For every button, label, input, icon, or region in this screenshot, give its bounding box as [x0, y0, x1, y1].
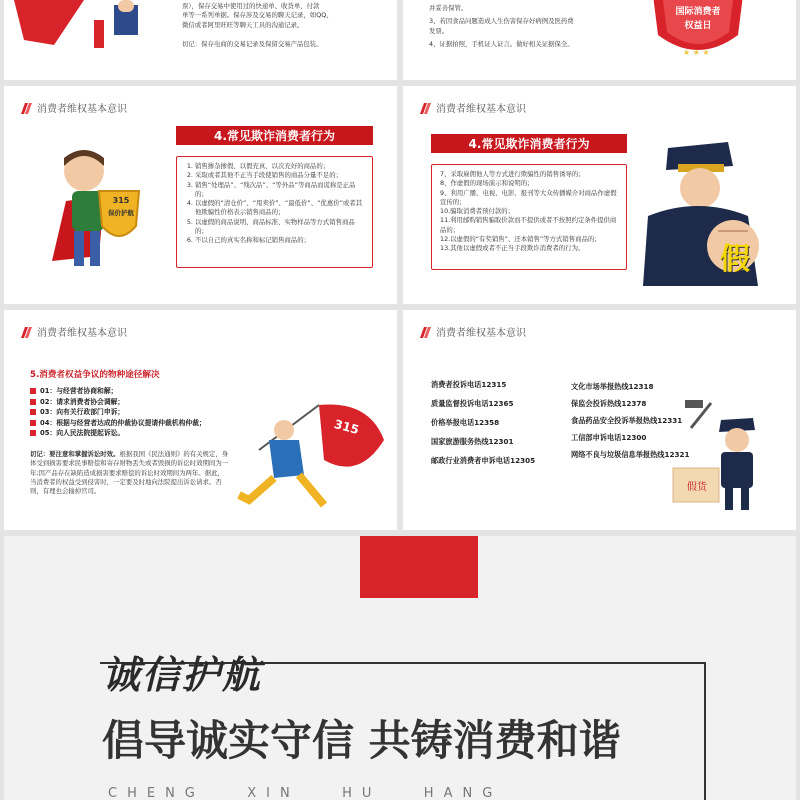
note-body: 根据我国《民法通则》的有关规定，身体受到损害要求民事赔偿和寄存财物丢失或者毁损的诉讼时效期间为一年;因产品存在缺陷造成损害要求赔偿的诉讼时效期间为两年。据此，当消费者的权益受到侵害时，一定要及时地向法院提出诉讼请求。否则，有理也会输掉官司。 [30, 450, 229, 496]
consumer-day-badge [643, 0, 753, 70]
officer-box-illustration [671, 398, 781, 518]
runner-flag-illustration [229, 400, 389, 520]
hotline-item: 保监会投诉热线12378 [571, 399, 647, 408]
section-mark-icon [421, 103, 431, 113]
text-line: 4、证据拍照，手机证人证言。做好相关证据保全。 [429, 39, 574, 48]
bullet-icon [30, 430, 36, 436]
list-item-label: 03：向有关行政部门申诉； [40, 408, 125, 417]
list-item: 12.以虚假的“有奖销售”、还本销售”等方式销售商品的； [440, 234, 601, 243]
list-item: 6. 不以自己的真实名称和标记销售商品的； [195, 236, 364, 245]
bullet-icon [30, 399, 36, 405]
list-item: 3. 销售“处理品”、“残次品”、“等外品”等商品而谎称是正品的； [195, 181, 364, 200]
text-line: 单等一系列单据。保存涉及交易的聊天记录，如QQ、 [182, 11, 333, 20]
slide-dispute-resolution [4, 310, 397, 530]
section-header [421, 324, 526, 339]
slide-title-bar: 4.常见欺诈消费者行为 [431, 134, 627, 153]
slide-top-left [4, 0, 397, 80]
list-item: 5. 以虚假的商品说明、商品标准、实物样品等方式销售商品的； [195, 218, 364, 237]
slide-top-right [403, 0, 796, 80]
bullet-icon [30, 409, 36, 415]
hotline-item: 邮政行业消费者申诉电话12305 [431, 456, 536, 465]
list-item-label: 02：请求消费者协会调解； [40, 397, 125, 406]
shield-text: 保价护航 [108, 209, 134, 217]
hero-boy-illustration [44, 146, 154, 286]
section-mark-icon [22, 327, 32, 337]
section-label: 消费者维权基本意识 [436, 328, 526, 339]
flag-illustration [14, 0, 164, 60]
slide-fraud-behaviors-1 [4, 86, 397, 304]
officer-illustration [638, 136, 788, 296]
section-label: 消费者维权基本意识 [436, 104, 526, 115]
cover-pinyin: CHENG XIN HU HANG [108, 786, 503, 800]
badge-line1: 国际消费者 [675, 7, 721, 17]
note-bold: 切记：要注意和掌握诉讼时效。 [30, 450, 120, 458]
statute-note [30, 450, 230, 496]
hotline-item: 消费者投诉电话12315 [431, 380, 507, 389]
slide-hotlines [403, 310, 796, 530]
list-item: 8、作虚假的现场演示和说明的； [440, 179, 534, 188]
hotline-item: 工信部申诉电话12300 [571, 433, 647, 442]
text-line: 3、若因食品问题造成人生伤害保存好病例及医药费 [429, 17, 574, 26]
section-header [22, 100, 127, 115]
fake-box-text: 假货 [687, 482, 707, 493]
list-item-label: 01：与经营者协商和解； [40, 387, 118, 395]
section-header [22, 324, 127, 339]
list-item [30, 428, 240, 439]
list-item [30, 386, 240, 397]
section-header [421, 100, 526, 115]
fraud-list-box [176, 156, 373, 268]
section-label: 消费者维权基本意识 [37, 104, 127, 115]
slide-fraud-behaviors-2 [403, 86, 796, 304]
list-item: 10.骗取消费者预付款的； [440, 207, 515, 216]
slide-title-bar: 4.常见欺诈消费者行为 [176, 126, 373, 145]
fraud-list-box [431, 164, 627, 270]
section-mark-icon [22, 103, 32, 113]
hotline-item: 价格举报电话12358 [431, 418, 500, 427]
text-line: 微信或者阿里旺旺等聊天工具的沟通记录。 [182, 20, 304, 29]
section-mark-icon [421, 327, 431, 337]
list-item-label: 04：根据与经营者达成的仲裁协议提请仲裁机构仲裁； [40, 418, 206, 427]
red-accent-block [360, 536, 478, 598]
section-label: 消费者维权基本意识 [37, 328, 127, 339]
slide-cover [4, 536, 796, 800]
text-line: 并妥善保管。 [429, 4, 468, 12]
hotline-item: 国家旅游服务热线12301 [431, 437, 514, 446]
hotline-item: 食品药品安全投诉举报热线12331 [571, 416, 683, 425]
list-item: 2. 采取或者其他不正当手段使销售的商品分量不足的； [195, 171, 364, 180]
note-text: 切记：保存电商的交易记录及保留交易产品包装。 [182, 39, 323, 48]
list-item-label: 05：向人民法院提起诉讼。 [40, 429, 125, 438]
text-line: 发票。 [429, 26, 449, 35]
list-item: 9、利用广播、电视、电影、报刊等大众传播媒介对商品作虚假宣传的； [440, 188, 617, 206]
hotline-item: 文化市场举报热线12318 [571, 382, 654, 391]
shield-number: 315 [112, 196, 130, 205]
text-line: 票），保存交易中使用过的快递单、收货单、付款 [182, 2, 320, 10]
list-item: 7、采取雇佣他人等方式进行欺骗性的销售诱导的； [440, 170, 585, 178]
cover-logo: 诚信护航 [102, 653, 263, 697]
badge-line2: 权益日 [684, 21, 712, 31]
slide-title: 5.消费者权益争议的物种途径解决 [30, 370, 160, 380]
list-item: 13.其他以虚假或者不正当手段欺诈消费者的行为。 [440, 244, 585, 253]
list-item: 11.利用邮购销售骗取价款而不提供或者不按照约定条件提供商品的； [440, 216, 617, 234]
list-item [30, 407, 240, 418]
list-item: 1. 销售掺杂掺假、以假充真、以次充好的商品的； [195, 162, 364, 171]
bullet-icon [30, 420, 36, 426]
bullet-icon [30, 388, 36, 394]
hotline-item: 质量监督投诉电话12365 [431, 399, 514, 408]
list-item: 4. 以虚假的“清仓价”、“甩卖价”、“最低价”、“优惠价”或者其他欺骗性价格表示销售商品的； [195, 199, 364, 218]
flag-text: 315 [332, 416, 361, 438]
cover-headline: 倡导诚实守信 共铸消费和谐 [102, 716, 621, 765]
svg-text:★ ★ ★: ★ ★ ★ [683, 48, 710, 57]
fake-stamp-text: 假 [720, 242, 750, 277]
list-item [30, 397, 240, 408]
hotline-item: 网络不良与垃圾信息举报热线12321 [571, 450, 690, 459]
list-item [30, 418, 240, 429]
